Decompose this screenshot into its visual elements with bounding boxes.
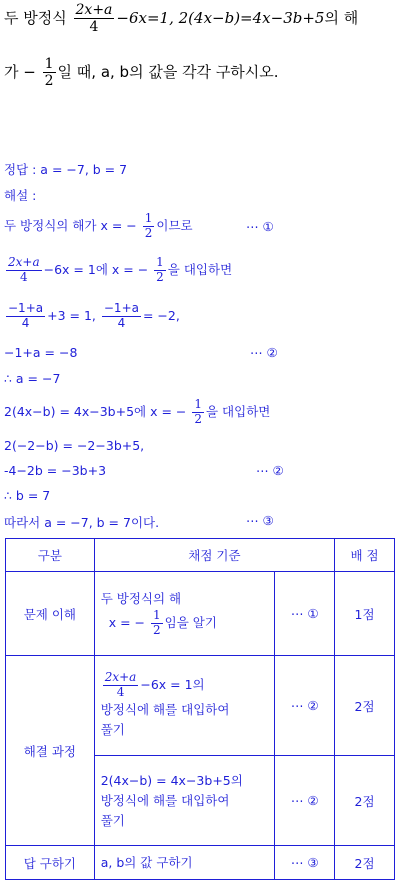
row1-crit-post: 임을 알기 xyxy=(164,615,217,630)
step6-pre: 2(4x−b) = 4x−3b+5에 x = − xyxy=(4,403,187,419)
row2-mark: ⋯ ② xyxy=(275,656,335,756)
step3-numerator-b: −1+a xyxy=(103,301,139,315)
step3-mid: +3 = 1, xyxy=(47,307,96,323)
step3-denominator-a: 4 xyxy=(21,315,30,330)
question-fraction-denominator: 4 xyxy=(89,19,99,36)
row3-criteria-line3: 풀기 xyxy=(100,812,125,828)
row2-criteria-line3: 풀기 xyxy=(100,721,125,737)
question-prefix: 두 방정식 xyxy=(4,9,67,28)
row2-criteria xyxy=(94,656,275,756)
row1-crit-pre: x = − xyxy=(108,615,146,630)
scoring-table xyxy=(5,538,395,880)
row1-score: 1점 xyxy=(335,572,395,656)
step1-post: 이므로 xyxy=(156,217,193,233)
table-row xyxy=(6,846,395,880)
solution-step-4: −1+a = −8 xyxy=(4,345,78,360)
table-row xyxy=(6,572,395,656)
question-x-fraction xyxy=(43,56,56,89)
step1-denominator: 2 xyxy=(144,225,153,240)
header-category: 구분 xyxy=(6,539,95,572)
step1-numerator: 1 xyxy=(144,211,153,225)
solution-step-8: -4−2b = −3b+3 xyxy=(4,463,107,478)
table-row xyxy=(6,656,395,756)
row3-mark: ⋯ ② xyxy=(275,756,335,846)
step2-fraction xyxy=(6,256,42,285)
row2-score: 2점 xyxy=(335,656,395,756)
solution-step-1 xyxy=(4,212,193,241)
solution-step-2 xyxy=(4,256,232,285)
step2-denominator: 4 xyxy=(19,269,28,284)
solution-step-5: ∴ a = −7 xyxy=(4,371,61,386)
question-line-2 xyxy=(4,56,279,89)
question-x-denominator: 2 xyxy=(44,73,54,90)
row3-criteria-line1: 2(4x−b) = 4x−3b+5의 xyxy=(100,772,243,788)
step3-numerator-a: −1+a xyxy=(8,301,44,315)
header-score: 배 점 xyxy=(335,539,395,572)
row4-category: 답 구하기 xyxy=(6,846,95,880)
row2-criteria-line1 xyxy=(101,671,275,700)
row2-category: 해결 과정 xyxy=(6,656,95,846)
step2-x-numerator: 1 xyxy=(156,255,164,269)
step6-post: 을 대입하면 xyxy=(206,403,271,419)
step2-x-denominator: 2 xyxy=(156,269,164,284)
row2-crit-numerator: 2x+a xyxy=(104,670,137,685)
step1-mark: ⋯ ① xyxy=(246,219,274,234)
row1-criteria xyxy=(94,572,275,656)
row2-crit-fraction xyxy=(103,671,139,700)
question-fraction-numerator: 2x+a xyxy=(75,2,113,18)
step3-post: = −2, xyxy=(142,307,180,323)
step3-fraction-a xyxy=(6,302,45,331)
step2-x-fraction xyxy=(154,256,166,285)
row1-category: 문제 이해 xyxy=(6,572,95,656)
step6-denominator: 2 xyxy=(194,411,202,426)
row1-crit-fraction xyxy=(151,609,163,638)
step4-mark: ⋯ ② xyxy=(250,345,278,360)
solution-step-10: 따라서 a = −7, b = 7이다. xyxy=(4,515,160,530)
question-fraction xyxy=(74,2,115,35)
row4-score: 2점 xyxy=(335,846,395,880)
table-header-row xyxy=(6,539,395,572)
question-eq2: 2(4x−b)=4x−3b+5 xyxy=(178,9,325,28)
solution-step-9: ∴ b = 7 xyxy=(4,488,51,503)
header-criteria: 채점 기준 xyxy=(94,539,334,572)
step6-fraction xyxy=(192,398,204,427)
question-line2-post: 일 때, a, b의 값을 각각 구하시오. xyxy=(57,63,279,82)
question-x-numerator: 1 xyxy=(44,56,54,72)
step1-pre: 두 방정식의 해가 x = − xyxy=(4,217,137,233)
step2-mid: −6x = 1에 x = − xyxy=(43,261,149,277)
row1-mark: ⋯ ① xyxy=(275,572,335,656)
row4-criteria: a, b의 값 구하기 xyxy=(94,846,275,880)
row3-criteria-line2: 방정식에 해를 대입하여 xyxy=(100,792,230,808)
question-line2-pre: 가 − xyxy=(4,63,36,82)
row1-criteria-line1: 두 방정식의 해 xyxy=(100,591,182,607)
row1-crit-numerator: 1 xyxy=(153,608,161,623)
step6-numerator: 1 xyxy=(194,397,202,411)
row4-mark: ⋯ ③ xyxy=(275,846,335,880)
question-suffix: 의 해 xyxy=(324,9,359,28)
step10-mark: ⋯ ③ xyxy=(246,513,274,528)
step2-post: 을 대입하면 xyxy=(167,261,233,277)
solution-step-6 xyxy=(4,398,270,427)
row2-criteria-line2: 방정식에 해를 대입하여 xyxy=(100,701,230,717)
question-eq1-rest: −6x=1, xyxy=(116,9,174,28)
row2-crit-post: −6x = 1의 xyxy=(140,677,205,692)
step3-fraction-b xyxy=(102,302,141,331)
solution-step-7: 2(−2−b) = −2−3b+5, xyxy=(4,438,145,453)
row1-crit-denominator: 2 xyxy=(153,623,161,637)
question-line-1 xyxy=(4,2,358,35)
answer-final: 정답 : a = −7, b = 7 xyxy=(4,162,128,177)
solution-label: 해설 : xyxy=(4,188,37,203)
row1-criteria-line2 xyxy=(101,609,275,638)
row3-criteria xyxy=(94,756,275,846)
step8-mark: ⋯ ② xyxy=(256,463,284,478)
step3-denominator-b: 4 xyxy=(117,315,126,330)
step1-fraction xyxy=(143,212,155,241)
step2-numerator: 2x+a xyxy=(8,255,40,269)
solution-step-3 xyxy=(4,302,180,331)
row2-crit-denominator: 4 xyxy=(116,685,125,699)
row3-score: 2점 xyxy=(335,756,395,846)
